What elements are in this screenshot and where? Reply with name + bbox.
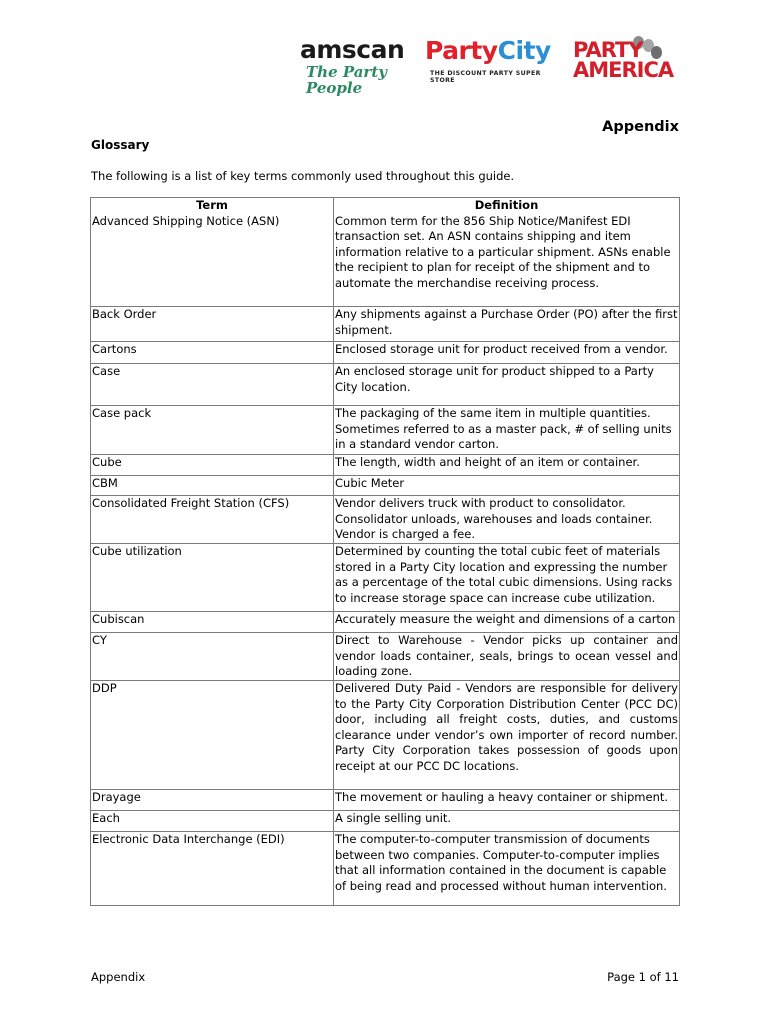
table-row <box>91 307 680 342</box>
definition-cell: The length, width and height of an item or container. <box>334 455 680 476</box>
definition-cell: Common term for the 856 Ship Notice/Manifest EDI transaction set. An ASN contains shipping and item information relative to a particular shipment. ASNs enable the recipient to plan for receipt of the shipment and to automate the merchandise receiving process. <box>334 214 680 307</box>
party-city-logo <box>425 36 560 84</box>
term-column-header: Term <box>91 198 334 214</box>
party-america-wordmark <box>573 40 673 80</box>
term-cell: Each <box>91 811 334 832</box>
term-cell: DDP <box>91 681 334 790</box>
amscan-tagline: The Party People <box>306 63 387 97</box>
definition-column-header: Definition <box>334 198 680 214</box>
definition-cell: Delivered Duty Paid - Vendors are responsible for delivery to the Party City Corporation Distribution Center (PCC DC) door, including all freight costs, duties, and customs clearance under vendor’s own importer of record number. Party City Corporation takes possession of goods upon receipt at our PCC DC locations. <box>334 681 680 790</box>
term-cell: CY <box>91 633 334 681</box>
party-city-brand <box>425 36 560 66</box>
intro-text: The following is a list of key terms commonly used throughout this guide. <box>91 169 515 183</box>
term-cell: CBM <box>91 476 334 496</box>
definition-cell: Enclosed storage unit for product received from a vendor. <box>334 342 680 364</box>
definition-cell: Accurately measure the weight and dimensions of a carton <box>334 612 680 633</box>
section-title: Glossary <box>91 138 150 152</box>
table-row <box>91 476 680 496</box>
party-america-line1: PARTY <box>573 38 643 62</box>
glossary-table <box>90 197 680 906</box>
party-city-tagline: THE DISCOUNT PARTY SUPER STORE <box>430 70 541 84</box>
definition-cell: Determined by counting the total cubic feet of materials stored in a Party City location and expressing the number as a percentage of the total cubic dimensions. Using racks to increase storage space can increase cube utilization. <box>334 544 680 612</box>
footer-section-name: Appendix <box>91 970 146 984</box>
term-cell: Case <box>91 364 334 406</box>
term-cell: Electronic Data Interchange (EDI) <box>91 832 334 906</box>
definition-cell: An enclosed storage unit for product shipped to a Party City location. <box>334 364 680 406</box>
definition-cell: Cubic Meter <box>334 476 680 496</box>
definition-cell: Any shipments against a Purchase Order (PO) after the first shipment. <box>334 307 680 342</box>
term-cell: Cube <box>91 455 334 476</box>
term-cell: Back Order <box>91 307 334 342</box>
definition-cell: The packaging of the same item in multiple quantities. Sometimes referred to as a master pack, # of selling units in a standard vendor carton. <box>334 406 680 455</box>
party-city-brand-part1: Party <box>425 36 498 65</box>
term-cell: Cube utilization <box>91 544 334 612</box>
table-row <box>91 364 680 406</box>
table-row <box>91 832 680 906</box>
definition-cell: Direct to Warehouse - Vendor picks up container and vendor loads container, seals, brings to ocean vessel and loading zone. <box>334 633 680 681</box>
definition-cell: Vendor delivers truck with product to consolidator. Consolidator unloads, warehouses and loads container. Vendor is charged a fee. <box>334 496 680 544</box>
table-row <box>91 455 680 476</box>
amscan-logo <box>300 36 418 96</box>
logo-bar <box>300 35 680 97</box>
table-row <box>91 406 680 455</box>
definition-cell: The movement or hauling a heavy container or shipment. <box>334 790 680 811</box>
term-cell: Drayage <box>91 790 334 811</box>
party-america-line2: AMERICA <box>573 58 674 82</box>
amscan-brand: amscan <box>300 35 405 64</box>
table-row <box>91 811 680 832</box>
table-header-row <box>91 198 680 214</box>
term-cell: Case pack <box>91 406 334 455</box>
term-cell: Cubiscan <box>91 612 334 633</box>
definition-cell: The computer-to-computer transmission of documents between two companies. Computer-to-computer implies that all information contained in the document is capable of being read and processed without human intervention. <box>334 832 680 906</box>
footer-page-number: Page 1 of 11 <box>607 970 679 984</box>
table-row <box>91 790 680 811</box>
term-cell: Cartons <box>91 342 334 364</box>
table-row <box>91 342 680 364</box>
term-cell: Advanced Shipping Notice (ASN) <box>91 214 334 307</box>
table-row <box>91 633 680 681</box>
table-row <box>91 496 680 544</box>
table-row <box>91 214 680 307</box>
term-cell: Consolidated Freight Station (CFS) <box>91 496 334 544</box>
page-title: Appendix <box>602 119 679 135</box>
table-row <box>91 681 680 790</box>
table-row <box>91 544 680 612</box>
definition-cell: A single selling unit. <box>334 811 680 832</box>
table-row <box>91 612 680 633</box>
party-city-brand-part2: City <box>497 36 551 65</box>
